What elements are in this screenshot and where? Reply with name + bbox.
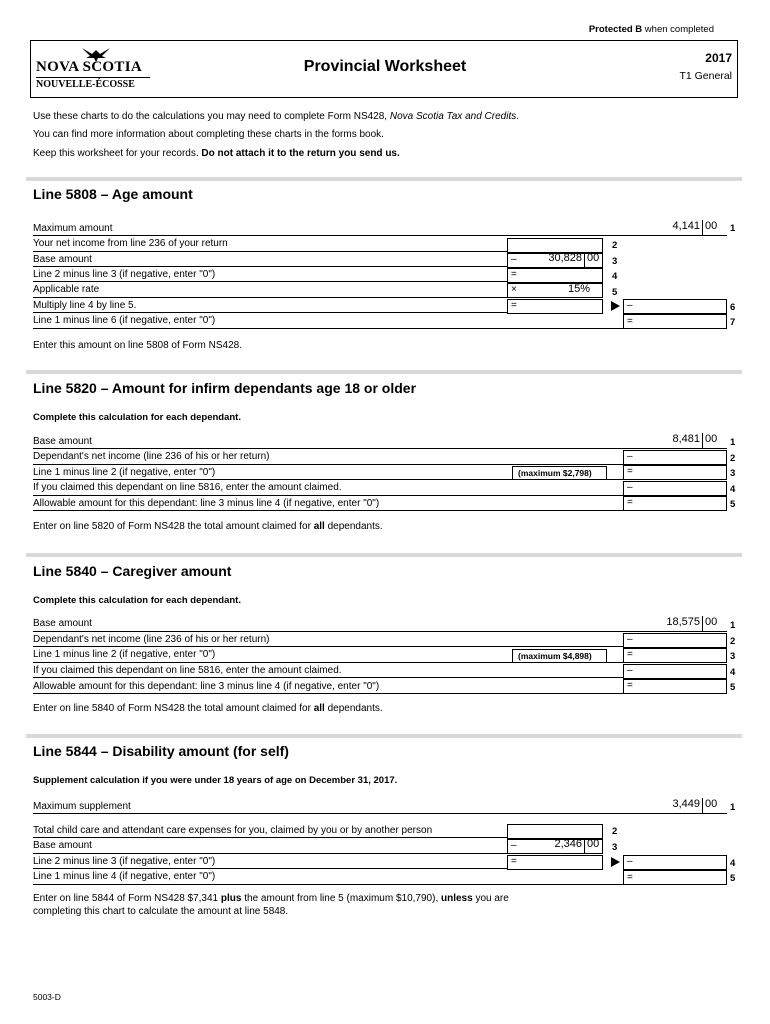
line-5-result-field[interactable]	[623, 870, 727, 885]
base-amount-dollars: 30,828	[548, 252, 582, 264]
equals-operator: =	[627, 649, 633, 660]
line-number: 2	[612, 240, 618, 251]
line-7-result-field[interactable]	[623, 314, 727, 329]
row-rule	[33, 235, 727, 236]
section-subhead: Complete this calculation for each dependant.	[33, 595, 241, 606]
row-label: If you claimed this dependant on line 5816, enter the amount claimed.	[33, 665, 342, 676]
applicable-rate: 15%	[567, 283, 590, 295]
cents-divider	[702, 433, 703, 448]
max-amount-dollars: 4,141	[672, 220, 700, 232]
line-number: 2	[612, 826, 618, 837]
row-rule	[33, 868, 507, 869]
section-title-5820: Line 5820 – Amount for infirm dependants age 18 or older	[33, 380, 417, 396]
line-4-field[interactable]	[507, 268, 603, 283]
equals-operator: =	[627, 497, 633, 508]
row-label: Base amount	[33, 436, 92, 447]
tax-year: 2017	[705, 51, 732, 65]
row-rule	[33, 853, 507, 854]
line-number: 4	[730, 667, 736, 678]
row-label: If you claimed this dependant on line 5816, enter the amount claimed.	[33, 482, 342, 493]
row-rule	[33, 328, 623, 329]
line-4-field[interactable]	[507, 855, 603, 870]
equals-operator: =	[511, 269, 517, 280]
line-3-field[interactable]	[623, 648, 727, 663]
line-number: 4	[612, 271, 618, 282]
row-label: Base amount	[33, 618, 92, 629]
section-title-5808: Line 5808 – Age amount	[33, 186, 193, 202]
base-amount-dollars: 18,575	[666, 616, 700, 628]
row-rule	[33, 884, 623, 885]
row-label: Your net income from line 236 of your return	[33, 238, 228, 249]
line-number: 5	[730, 682, 736, 693]
row-label: Line 1 minus line 4 (if negative, enter "0")	[33, 871, 216, 882]
row-rule	[33, 693, 623, 694]
row-label: Base amount	[33, 840, 92, 851]
section-divider	[26, 734, 742, 738]
base-amount-cents: 00	[587, 252, 600, 264]
cents-divider	[584, 253, 585, 268]
equals-operator: =	[627, 466, 633, 477]
row-label: Line 1 minus line 2 (if negative, enter "0")	[33, 649, 216, 660]
line-4-field[interactable]	[623, 481, 727, 496]
net-income-field[interactable]	[507, 238, 603, 253]
section-note: Enter this amount on line 5808 of Form NS428.	[33, 340, 243, 351]
row-label: Line 1 minus line 2 (if negative, enter "0")	[33, 467, 216, 478]
base-amount-dollars: 2,346	[554, 838, 582, 850]
section-note: Enter on line 5840 of Form NS428 the total amount claimed for all dependants.	[33, 703, 383, 714]
equals-operator: =	[511, 856, 517, 867]
line-4-field[interactable]	[623, 664, 727, 679]
row-rule	[33, 510, 623, 511]
equals-operator: =	[627, 680, 633, 691]
section-note-line-1: Enter on line 5844 of Form NS428 $7,341 plus the amount from line 5 (maximum $10,790), unless you are	[33, 893, 509, 904]
section-subhead: Supplement calculation if you were under 18 years of age on December 31, 2017.	[33, 775, 398, 786]
minus-operator: –	[627, 451, 633, 462]
line-4-result-field[interactable]	[623, 855, 727, 870]
line-number: 6	[730, 302, 736, 313]
section-note: Enter on line 5820 of Form NS428 the total amount claimed for all dependants.	[33, 521, 383, 532]
cents-divider	[702, 616, 703, 631]
row-rule	[33, 297, 507, 298]
row-label: Maximum amount	[33, 223, 113, 234]
row-rule	[33, 495, 623, 496]
section-note-line-2: completing this chart to calculate the amount at line 5848.	[33, 906, 289, 917]
arrow-right-icon	[611, 301, 620, 311]
line-6-field[interactable]	[507, 299, 603, 314]
equals-operator: =	[511, 300, 517, 311]
row-rule	[33, 281, 507, 282]
line-number: 5	[730, 873, 736, 884]
protected-b-label: Protected B when completed	[588, 24, 714, 35]
row-rule	[33, 837, 507, 838]
line-5-field[interactable]	[623, 496, 727, 511]
cents-divider	[702, 798, 703, 813]
line-number: 3	[612, 842, 618, 853]
intro-line-3: Keep this worksheet for your records. Do not attach it to the return you send us.	[33, 148, 400, 159]
form-code: 5003-D	[33, 992, 61, 1002]
base-amount-cents: 00	[705, 616, 718, 628]
line-2-field[interactable]	[623, 450, 727, 465]
base-amount-cents: 00	[587, 838, 600, 850]
row-rule	[33, 312, 507, 313]
equals-operator: =	[627, 316, 633, 327]
line-number: 1	[730, 223, 736, 234]
max-supplement-dollars: 3,449	[672, 798, 700, 810]
row-label: Total child care and attendant care expenses for you, claimed by you or by another person	[33, 825, 433, 836]
line-5-field[interactable]	[623, 679, 727, 694]
line-number: 2	[730, 636, 736, 647]
row-rule	[33, 646, 623, 647]
row-label: Base amount	[33, 254, 92, 265]
row-label: Allowable amount for this dependant: line 3 minus line 4 (if negative, enter "0")	[33, 681, 380, 692]
max-amount-cents: 00	[705, 220, 718, 232]
maximum-note: (maximum $4,898)	[518, 651, 592, 661]
equals-operator: =	[627, 872, 633, 883]
care-expenses-field[interactable]	[507, 824, 603, 839]
page-title: Provincial Worksheet	[303, 58, 467, 75]
minus-operator: –	[627, 856, 633, 867]
minus-operator: –	[511, 840, 517, 851]
section-title-5844: Line 5844 – Disability amount (for self)	[33, 743, 289, 759]
line-number: 1	[730, 437, 736, 448]
row-label: Line 2 minus line 3 (if negative, enter "0")	[33, 856, 216, 867]
row-rule	[33, 631, 727, 632]
minus-operator: –	[627, 665, 633, 676]
row-rule	[33, 448, 727, 449]
minus-operator: –	[627, 634, 633, 645]
row-label: Dependant's net income (line 236 of his or her return)	[33, 451, 270, 462]
line-number: 2	[730, 453, 736, 464]
section-divider	[26, 370, 742, 374]
row-rule	[33, 677, 623, 678]
section-subhead: Complete this calculation for each dependant.	[33, 412, 241, 423]
row-label: Line 2 minus line 3 (if negative, enter "0")	[33, 269, 216, 280]
row-rule	[33, 464, 623, 465]
minus-operator: –	[627, 300, 633, 311]
times-operator: ×	[511, 284, 517, 295]
line-number: 3	[730, 651, 736, 662]
line-number: 5	[612, 287, 618, 298]
minus-operator: –	[511, 254, 517, 265]
row-label: Line 1 minus line 6 (if negative, enter "0")	[33, 315, 216, 326]
line-2-field[interactable]	[623, 633, 727, 648]
maximum-note: (maximum $2,798)	[518, 468, 592, 478]
row-label: Multiply line 4 by line 5.	[33, 300, 137, 311]
row-rule	[33, 813, 727, 814]
line-number: 4	[730, 484, 736, 495]
logo-text-english: NOVA SCOTIA	[36, 59, 142, 75]
base-amount-cents: 00	[705, 433, 718, 445]
row-label: Dependant's net income (line 236 of his or her return)	[33, 634, 270, 645]
line-number: 1	[730, 620, 736, 631]
line-number: 7	[730, 317, 736, 328]
cents-divider	[702, 220, 703, 235]
intro-line-2: You can find more information about completing these charts in the forms book.	[33, 129, 384, 140]
line-number: 1	[730, 802, 736, 813]
minus-operator: –	[627, 482, 633, 493]
row-rule	[33, 266, 507, 267]
line-number: 4	[730, 858, 736, 869]
section-divider	[26, 553, 742, 557]
line-number: 5	[730, 499, 736, 510]
line-3-field[interactable]	[623, 465, 727, 480]
base-amount-dollars: 8,481	[672, 433, 700, 445]
intro-line-1: Use these charts to do the calculations you may need to complete Form NS428, Nova Scotia Tax and Credits.	[33, 111, 520, 122]
line-number: 3	[612, 256, 618, 267]
row-label: Applicable rate	[33, 284, 100, 295]
form-name: T1 General	[679, 70, 732, 82]
section-divider	[26, 177, 742, 181]
logo-text-french: NOUVELLE-ÉCOSSE	[36, 79, 135, 90]
line-number: 3	[730, 468, 736, 479]
section-title-5840: Line 5840 – Caregiver amount	[33, 563, 232, 579]
arrow-right-icon	[611, 857, 620, 867]
row-label: Allowable amount for this dependant: line 3 minus line 4 (if negative, enter "0")	[33, 498, 380, 509]
row-label: Maximum supplement	[33, 801, 131, 812]
row-rule	[33, 251, 507, 252]
max-supplement-cents: 00	[705, 798, 718, 810]
logo-divider	[36, 77, 150, 78]
cents-divider	[584, 839, 585, 854]
line-6-result-field[interactable]	[623, 299, 727, 314]
